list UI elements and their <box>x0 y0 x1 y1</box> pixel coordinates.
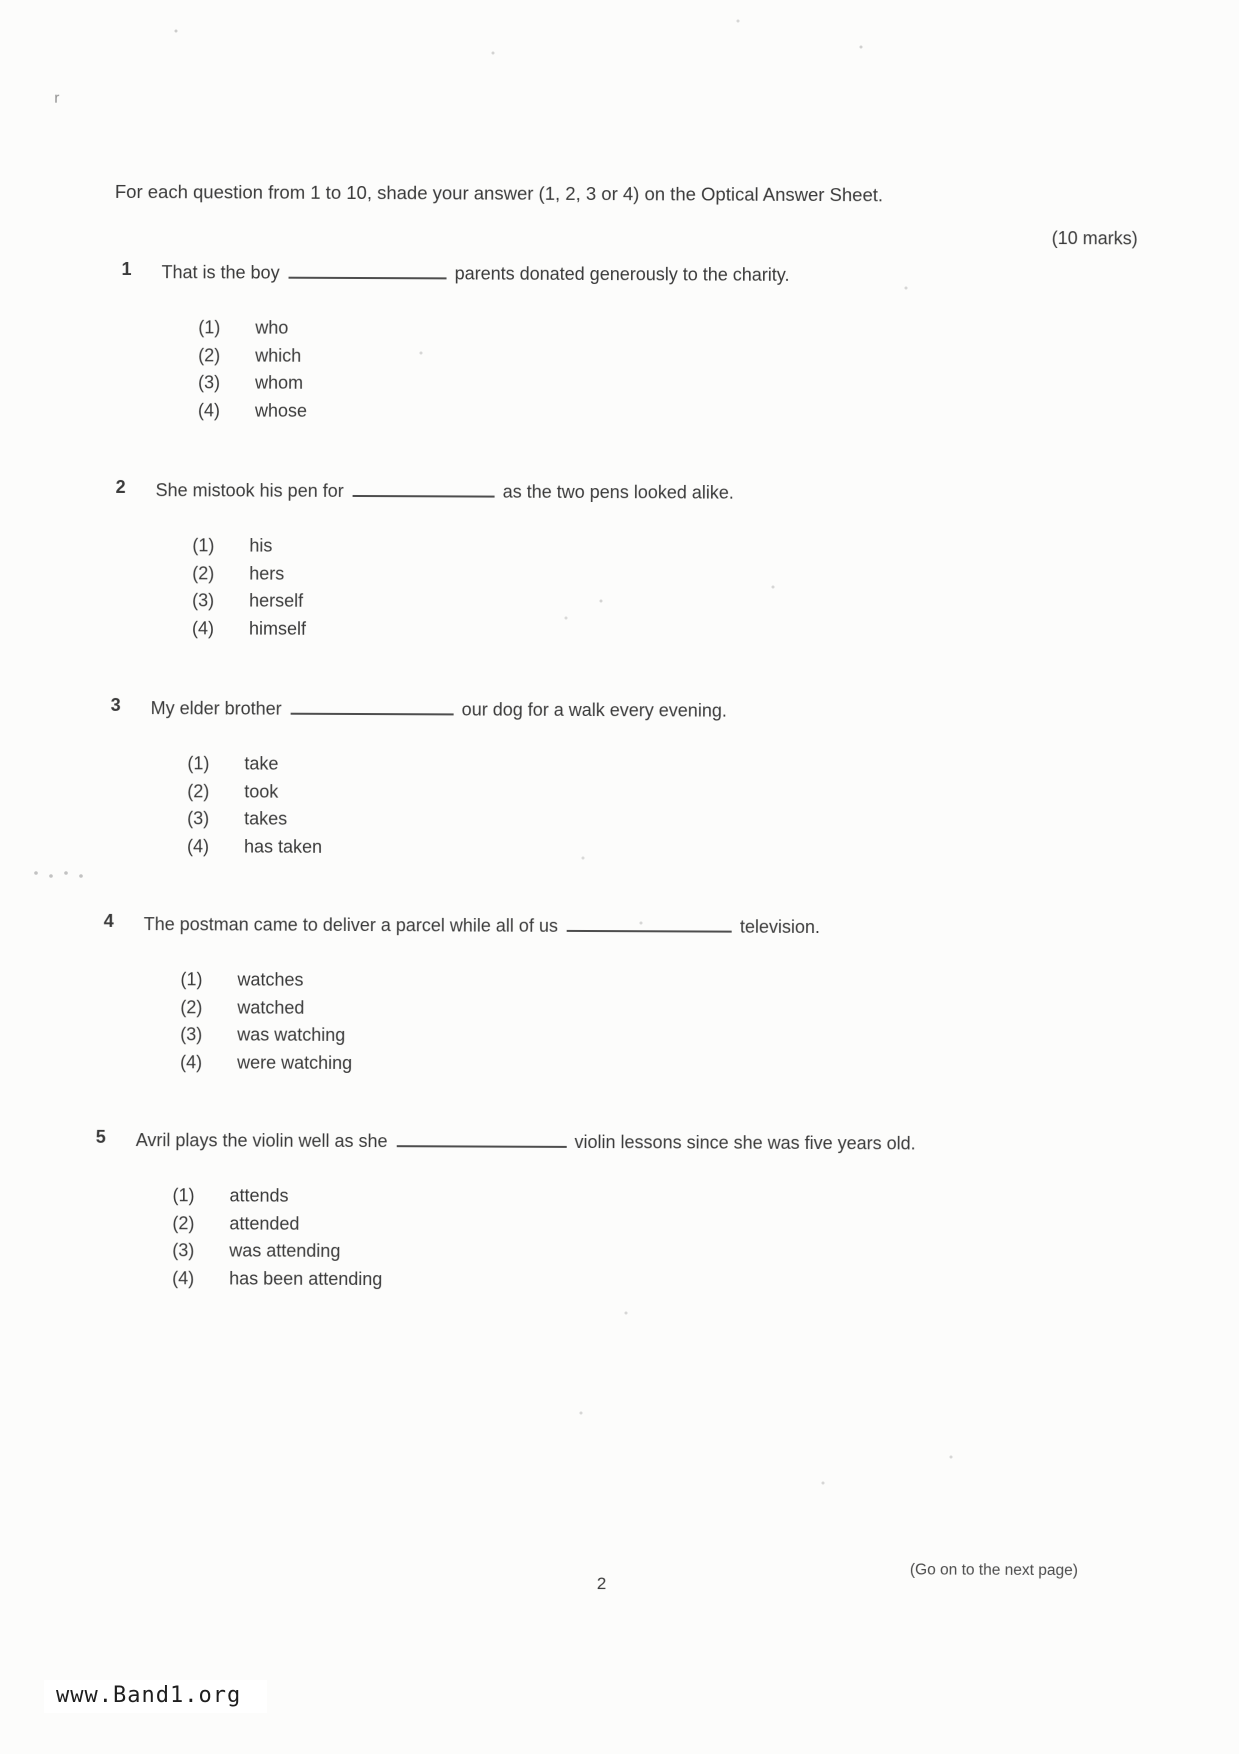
option-label: was attending <box>229 1240 341 1261</box>
option-number: (2) <box>172 1212 195 1233</box>
option <box>198 314 1061 345</box>
option-label: which <box>255 345 302 366</box>
option <box>187 833 1050 864</box>
option <box>172 1265 965 1296</box>
sentence-after-blank: television. <box>739 916 820 938</box>
question-4 <box>103 910 1044 1080</box>
option-label: whom <box>255 372 304 393</box>
option-label: has taken <box>244 836 323 857</box>
option-number: (4) <box>191 617 215 638</box>
option-label: takes <box>244 808 288 829</box>
section-instruction: For each question from 1 to 10, shade your answer (1, 2, 3 or 4) on the Optical Answer Sheet. <box>114 180 884 205</box>
option-label: attends <box>229 1185 289 1206</box>
question-number: 5 <box>95 1126 106 1147</box>
option-label: were watching <box>237 1051 353 1073</box>
sentence-after-blank: as the two pens looked alike. <box>502 481 734 503</box>
answer-blank <box>289 274 447 280</box>
option-number: (1) <box>187 753 210 774</box>
question-number: 4 <box>103 910 114 931</box>
option <box>192 532 1055 563</box>
option-label: was watching <box>237 1024 346 1045</box>
option <box>192 587 1055 618</box>
option-number: (1) <box>172 1185 195 1206</box>
option-label: watches <box>237 969 304 990</box>
option-label: take <box>244 753 279 774</box>
option-number: (4) <box>172 1267 195 1288</box>
options-list <box>172 1182 965 1295</box>
question-sentence <box>161 258 1061 290</box>
question-sentence <box>144 910 1044 942</box>
sentence-after-blank: violin lessons since she was five years old. <box>574 1131 916 1154</box>
question-5 <box>95 1126 966 1296</box>
next-page-note: (Go on to the next page) <box>909 1561 1078 1580</box>
options-list <box>187 750 1050 864</box>
option <box>172 1237 965 1268</box>
answer-blank <box>291 710 454 716</box>
option-number: (3) <box>180 1024 203 1045</box>
option <box>198 397 1061 428</box>
options-list <box>198 314 1061 428</box>
option-label: whose <box>254 400 308 421</box>
option <box>187 750 1050 781</box>
option-number: (3) <box>198 372 221 393</box>
option-label: has been attending <box>229 1267 383 1289</box>
option-label: his <box>249 535 273 556</box>
option <box>172 1182 965 1213</box>
question-sentence <box>136 1126 966 1158</box>
question-2 <box>115 476 1056 646</box>
option-label: attended <box>229 1212 300 1234</box>
option-number: (1) <box>198 317 221 338</box>
option-number: (4) <box>187 835 210 856</box>
answer-blank <box>567 927 732 933</box>
option-number: (2) <box>180 996 203 1017</box>
option-label: who <box>255 317 289 338</box>
option <box>180 1021 1043 1052</box>
page-number: 2 <box>596 1574 607 1594</box>
option-label: herself <box>249 590 304 611</box>
option-number: (2) <box>187 780 210 801</box>
option <box>180 966 1043 997</box>
sentence-before-blank: The postman came to deliver a parcel while all of us <box>143 914 558 936</box>
option <box>192 615 1055 646</box>
option-number: (3) <box>192 590 215 611</box>
answer-blank <box>397 1142 567 1148</box>
scan-artifact-mark: r <box>54 89 60 107</box>
question-sentence <box>151 694 1051 726</box>
option <box>180 1049 1043 1080</box>
option <box>187 778 1050 809</box>
option-label: took <box>244 781 279 802</box>
answer-blank <box>353 492 495 498</box>
question-sentence <box>156 476 1056 508</box>
option-label: hers <box>249 563 285 584</box>
question-1 <box>121 258 1062 428</box>
sentence-after-blank: parents donated generously to the charity. <box>454 263 790 285</box>
options-list <box>192 532 1055 646</box>
option-number: (1) <box>192 535 215 556</box>
sentence-before-blank: My elder brother <box>150 698 282 719</box>
option <box>180 994 1043 1025</box>
sentence-before-blank: Avril plays the violin well as she <box>135 1130 388 1152</box>
option-number: (2) <box>192 562 215 583</box>
option-number: (4) <box>180 1051 203 1072</box>
option-number: (4) <box>197 399 220 420</box>
option <box>187 805 1050 836</box>
question-number: 3 <box>110 694 121 715</box>
website-watermark: www.Band1.org <box>44 1680 267 1713</box>
option-number: (1) <box>180 969 203 990</box>
question-3 <box>110 694 1051 864</box>
sentence-after-blank: our dog for a walk every evening. <box>461 699 727 721</box>
option <box>192 560 1055 591</box>
sentence-before-blank: That is the boy <box>161 262 280 283</box>
option-label: watched <box>237 996 305 1018</box>
question-number: 2 <box>115 476 126 497</box>
option-number: (3) <box>187 808 210 829</box>
option <box>198 369 1061 400</box>
option-label: himself <box>248 618 307 639</box>
option <box>198 342 1061 373</box>
options-list <box>180 966 1043 1080</box>
question-number: 1 <box>121 258 132 280</box>
option-number: (2) <box>198 344 221 365</box>
option <box>172 1210 965 1241</box>
option-number: (3) <box>172 1240 195 1261</box>
marks-label: (10 marks) <box>1051 228 1138 249</box>
sentence-before-blank: She mistook his pen for <box>155 480 344 501</box>
